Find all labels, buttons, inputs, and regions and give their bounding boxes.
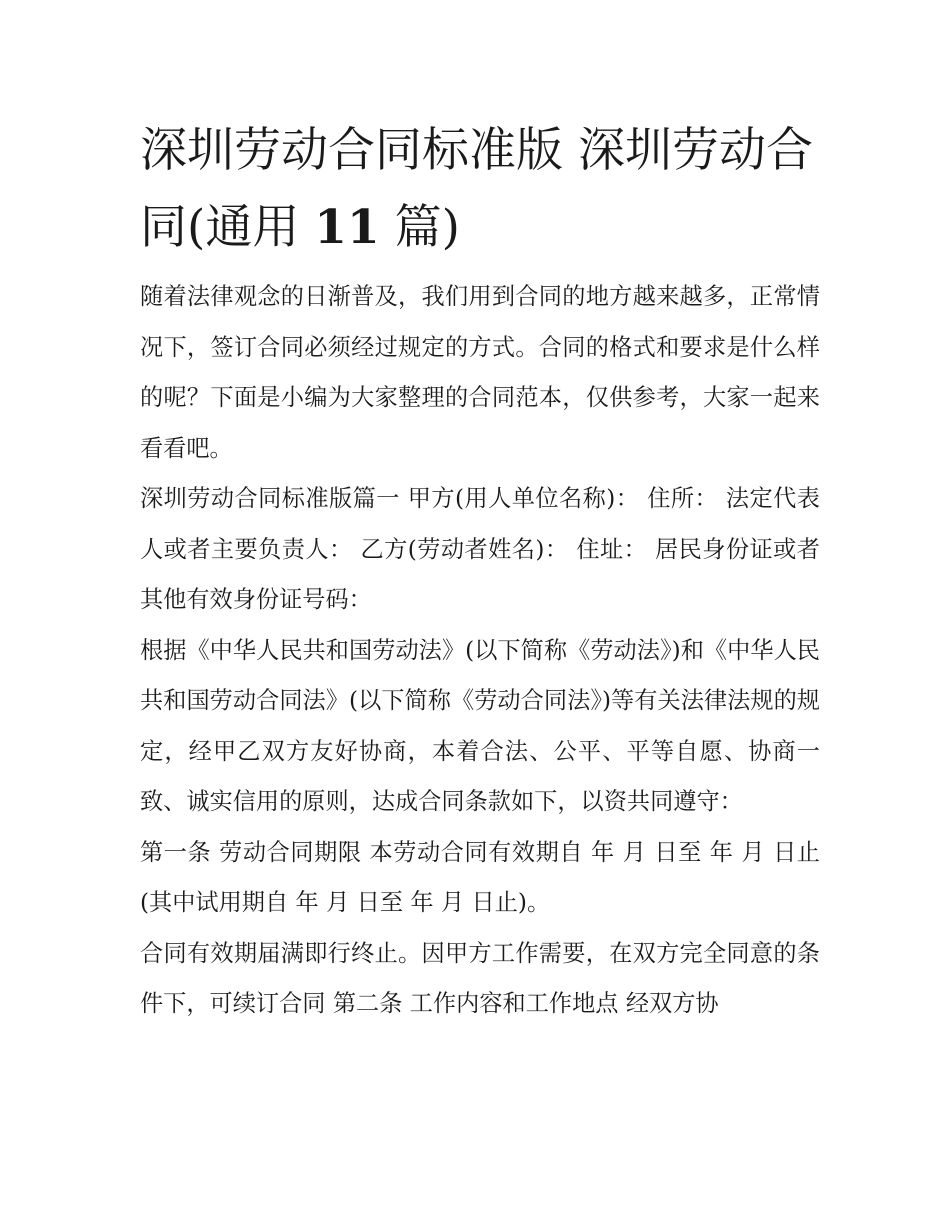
legal-basis-paragraph: 根据《中华人民共和国劳动法》(以下简称《劳动法》)和《中华人民共和国劳动合同法》(以下简称《劳动合同法》)等有关法律法规的规定，经甲乙双方友好协商，本着合法、公平、平等自愿、协商一致、诚实信用的原则，达成合同条款如下，以资共同遵守：	[140, 636, 820, 815]
title-number: 11	[314, 200, 380, 255]
document-title	[140, 112, 820, 266]
contract-term-paragraph: 第一条 劳动合同期限 本劳动合同有效期自 年 月 日至 年 月 日止(其中试用期自 年 月 日至 年 月 日止)。	[140, 838, 820, 916]
renewal-paragraph: 合同有效期届满即行终止。因甲方工作需要，在双方完全同意的条件下，可续订合同 第二条 工作内容和工作地点 经双方协	[140, 939, 820, 1017]
document-body	[140, 272, 820, 1030]
intro-paragraph: 随着法律观念的日渐普及，我们用到合同的地方越来越多，正常情况下，签订合同必须经过规定的方式。合同的格式和要求是什么样的呢？下面是小编为大家整理的合同范本，仅供参考，大家一起来看看吧。	[140, 283, 820, 462]
parties-paragraph: 深圳劳动合同标准版篇一 甲方(用人单位名称)： 住所： 法定代表人或者主要负责人： 乙方(劳动者姓名)： 住址： 居民身份证或者其他有效身份证号码：	[140, 485, 820, 613]
title-text: 深圳劳动合同标准版 深圳劳动合同(通用	[140, 123, 813, 255]
document-page	[140, 112, 820, 1030]
title-suffix: 篇)	[379, 200, 460, 255]
